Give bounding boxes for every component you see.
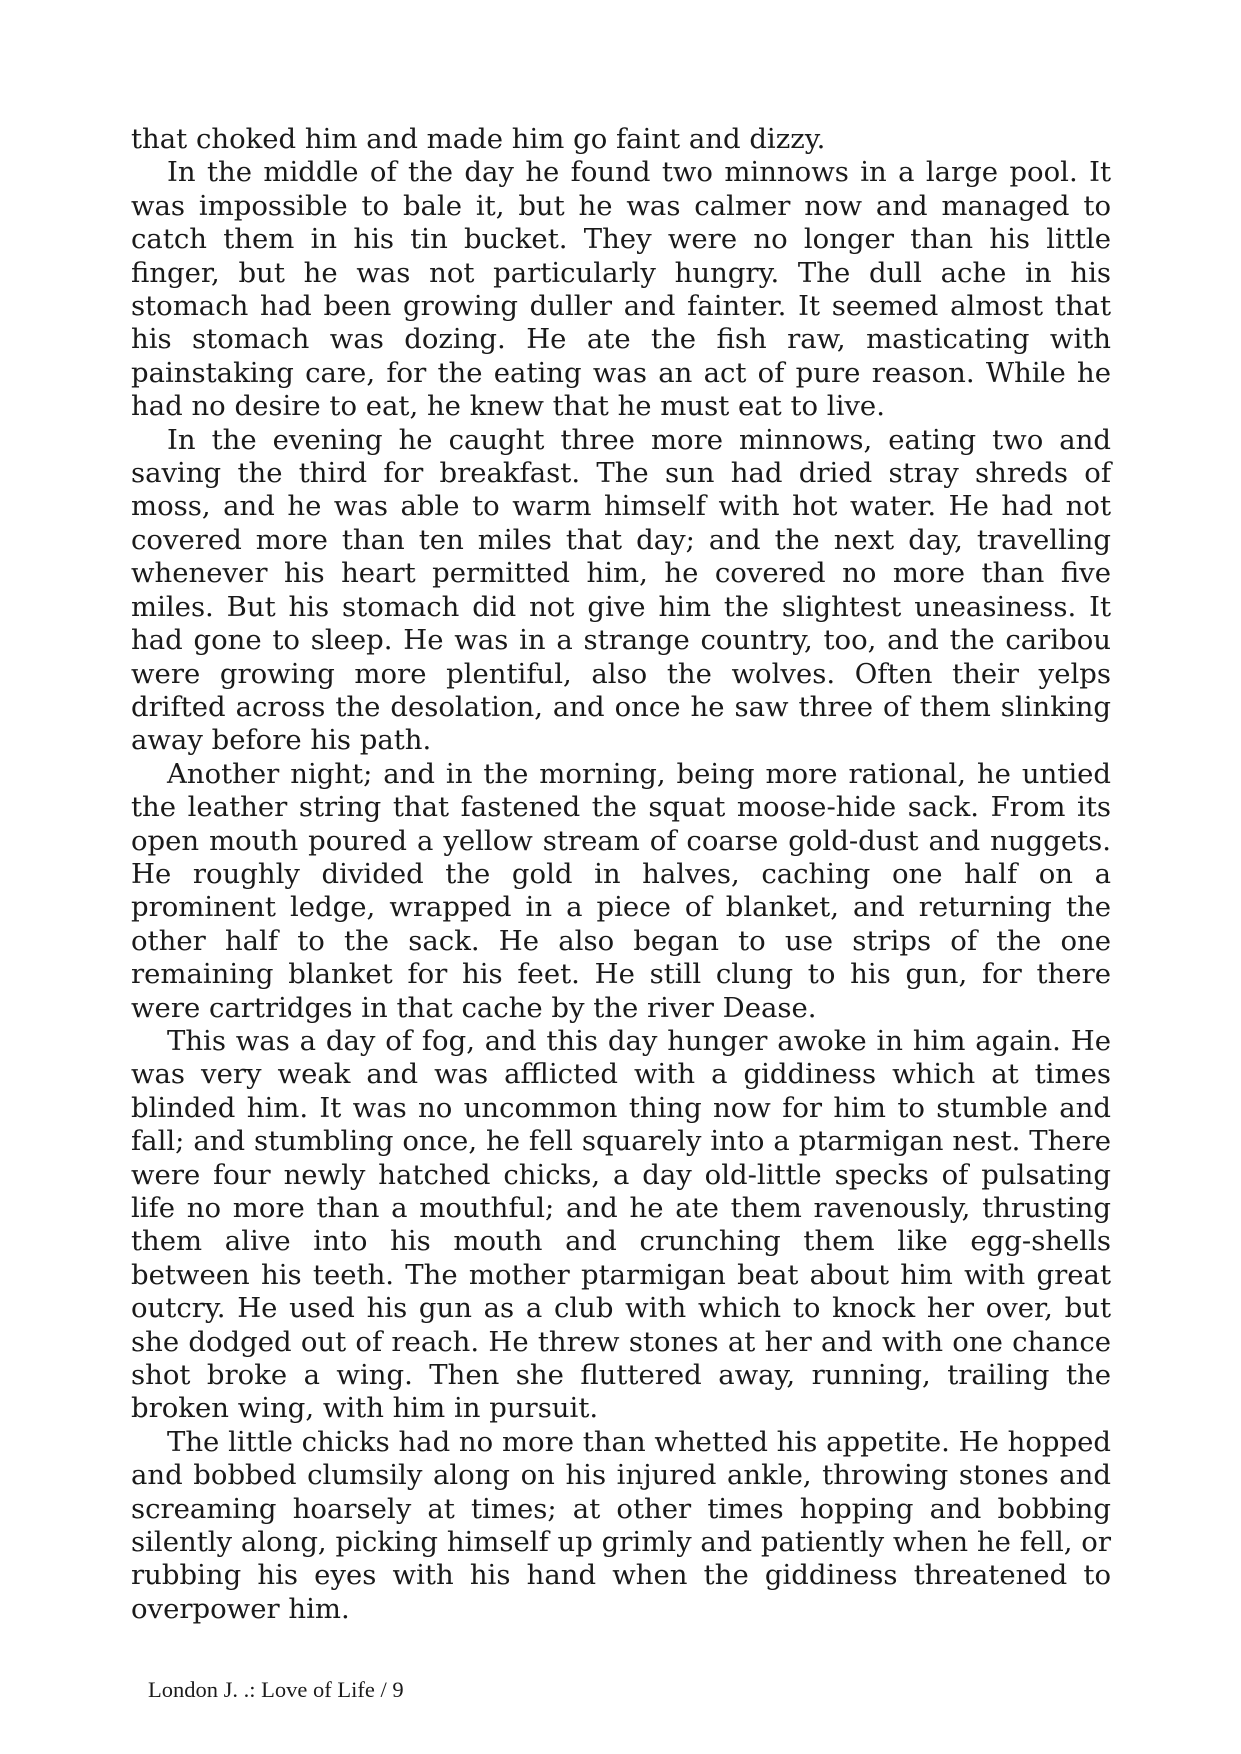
paragraph-continuation: that choked him and made him go faint and dizzy. — [131, 123, 826, 155]
paragraph: In the evening he caught three more minnows, eating two and saving the third for breakfast. The sun had dried stray shreds of moss, and he was able to warm himself with hot water. He had not covered more than ten miles that day; and the next day, travelling whenever his heart permitted him, he covered no more than five miles. But his stomach did not give him the slightest uneasiness. It had gone to sleep. He was in a strange country, too, and the caribou were growing more plentiful, also the wolves. Often their yelps drifted across the desolation, and once he saw three of them slinking away before his path. — [131, 423, 1111, 757]
paragraph: In the middle of the day he found two minnows in a large pool. It was impossible to bale it, but he was calmer now and managed to catch them in his tin bucket. They were no longer than his little finger, but he was not particularly hungry. The dull ache in his stomach had been growing duller and fainter. It seemed almost that his stomach was dozing. He ate the fish raw, masticating with painstaking care, for the eating was an act of pure reason. While he had no desire to eat, he knew that he must eat to live. — [131, 156, 1111, 423]
paragraph: The little chicks had no more than whetted his appetite. He hopped and bobbed clumsily along on his injured ankle, throwing stones and screaming hoarsely at times; at other times hopping and bobbing silently along, picking himself up grimly and patiently when he fell, or rubbing his eyes with his hand when the giddiness threatened to overpower him. — [131, 1425, 1111, 1625]
paragraph: Another night; and in the morning, being more rational, he untied the leather string that fastened the squat moose-hide sack. From its open mouth poured a yellow stream of coarse gold-dust and nuggets. He roughly divided the gold in halves, caching one half on a prominent ledge, wrapped in a piece of blanket, and returning the other half to the sack. He also began to use strips of the one remaining blanket for his feet. He still clung to his gun, for there were cartridges in that cache by the river Dease. — [131, 757, 1111, 1024]
page-footer: London J. .: Love of Life / 9 — [148, 1677, 404, 1702]
paragraph: This was a day of fog, and this day hunger awoke in him again. He was very weak and was afflicted with a giddiness which at times blinded him. It was no uncommon thing now for him to stumble and fall; and stumbling once, he fell squarely into a ptarmigan nest. There were four newly hatched chicks, a day old-little specks of pulsating life no more than a mouthful; and he ate them ravenously, thrusting them alive into his mouth and crunching them like egg-shells between his teeth. The mother ptarmigan beat about him with great outcry. He used his gun as a club with which to knock her over, but she dodged out of reach. He threw stones at her and with one chance shot broke a wing. Then she fluttered away, running, trailing the broken wing, with him in pursuit. — [131, 1024, 1111, 1425]
body-text — [131, 123, 1111, 1626]
